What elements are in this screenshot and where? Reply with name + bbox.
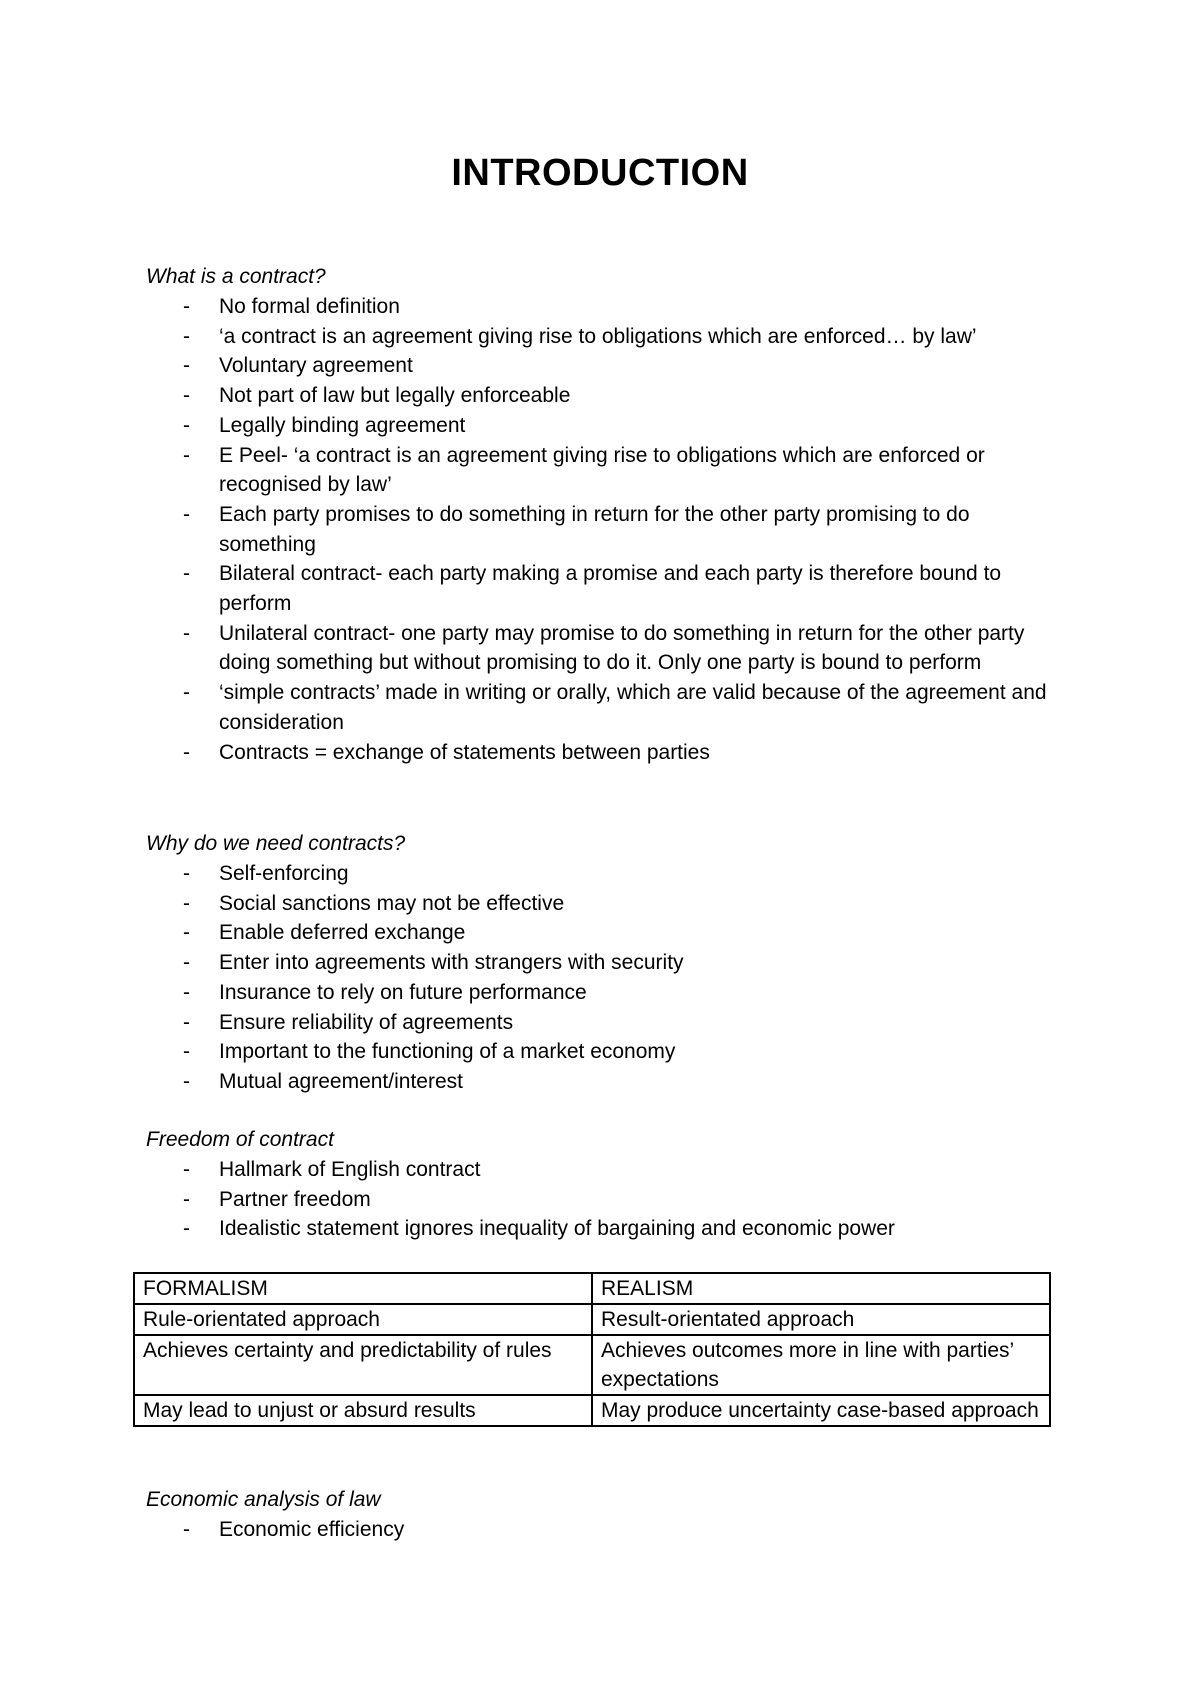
dash-bullet: - [183,295,190,318]
section-what-is-a-contract [146,262,1066,767]
formalism-realism-table [133,1272,1051,1427]
dash-bullet: - [183,413,190,437]
dash-bullet: - [183,1040,190,1064]
list-item-text: Bilateral contract- each party making a promise and each party is therefore bound to perform [219,562,1002,616]
list-item-text: Insurance to rely on future performance [219,980,587,1004]
dash-bullet: - [183,980,190,1004]
table-row [134,1304,1050,1335]
list-item [146,1515,1066,1545]
section-heading: Economic analysis of law [146,1488,381,1511]
dash-bullet: - [183,1518,190,1541]
bullet-list [146,1155,1066,1244]
list-item-text: Important to the functioning of a market economy [219,1040,676,1064]
dash-bullet: - [183,1158,190,1181]
table-cell: Achieves certainty and predictability of rules [134,1335,592,1395]
list-item [146,1185,1066,1215]
list-item [146,619,1066,678]
list-item-text: Partner freedom [219,1187,371,1211]
list-item-text: Economic efficiency [219,1518,405,1541]
table-cell: REALISM [592,1273,1050,1304]
dash-bullet: - [183,1069,190,1093]
table-cell: May lead to unjust or absurd results [134,1395,592,1426]
list-item-text: Ensure reliability of agreements [219,1010,514,1034]
list-item-text: Enable deferred exchange [219,921,466,945]
list-item-text: Hallmark of English contract [219,1158,481,1181]
dash-bullet: - [183,324,190,348]
list-item [146,889,1066,919]
list-item-text: Self-enforcing [219,862,349,885]
dash-bullet: - [183,951,190,975]
bullet-list [146,1515,1066,1545]
list-item [146,948,1066,978]
list-item [146,381,1066,411]
list-item-text: Social sanctions may not be effective [219,891,565,915]
section-heading: Why do we need contracts? [146,832,406,855]
list-item-text: Legally binding agreement [219,413,466,437]
list-item [146,1067,1066,1097]
list-item [146,1008,1066,1038]
list-item [146,351,1066,381]
dash-bullet: - [183,1010,190,1034]
table-cell: Achieves outcomes more in line with parties’ expectations [592,1335,1050,1395]
dash-bullet: - [183,621,190,645]
dash-bullet: - [183,1217,190,1241]
list-item [146,678,1066,737]
dash-bullet: - [183,384,190,408]
list-item [146,411,1066,441]
list-item-text: Each party promises to do something in return for the other party promising to do something [219,502,970,556]
dash-bullet: - [183,354,190,378]
list-item-text: Enter into agreements with strangers with security [219,951,684,975]
list-item [146,1214,1066,1244]
dash-bullet: - [183,502,190,526]
list-item [146,500,1066,559]
section-economic-analysis [146,1485,1066,1545]
list-item-text: Mutual agreement/interest [219,1069,463,1093]
dash-bullet: - [183,740,190,764]
list-item-text: Idealistic statement ignores inequality of bargaining and economic power [219,1217,895,1241]
table-cell: Result-orientated approach [592,1304,1050,1335]
table-cell: FORMALISM [134,1273,592,1304]
list-item [146,1155,1066,1185]
list-item [146,559,1066,618]
page-title: INTRODUCTION [451,152,749,194]
table-row [134,1335,1050,1395]
table-header-row [134,1273,1050,1304]
dash-bullet: - [183,443,190,467]
list-item [146,978,1066,1008]
list-item-text: E Peel- ‘a contract is an agreement giving rise to obligations which are enforced or recognised by law’ [219,443,985,497]
section-heading: What is a contract? [146,265,326,288]
list-item-text: ‘simple contracts’ made in writing or orally, which are valid because of the agreement and consideration [219,681,1047,734]
dash-bullet: - [183,862,190,885]
table-cell: Rule-orientated approach [134,1304,592,1335]
list-item [146,322,1066,352]
list-item [146,738,1066,768]
dash-bullet: - [183,891,190,915]
section-freedom-of-contract [146,1125,1066,1244]
list-item [146,1037,1066,1067]
list-item-text: Contracts = exchange of statements between parties [219,740,710,764]
list-item-text: Not part of law but legally enforceable [219,384,571,408]
list-item-text: ‘a contract is an agreement giving rise to obligations which are enforced… by law’ [219,324,977,348]
dash-bullet: - [183,562,190,586]
dash-bullet: - [183,681,190,705]
list-item [146,859,1066,889]
bullet-list [146,859,1066,1097]
bullet-list [146,292,1066,767]
list-item-text: Unilateral contract- one party may promise to do something in return for the other party doing something but without promising to do it. Only one party is bound to perform [219,621,1025,675]
list-item [146,918,1066,948]
list-item-text: Voluntary agreement [219,354,413,378]
section-heading: Freedom of contract [146,1128,334,1151]
dash-bullet: - [183,1187,190,1211]
dash-bullet: - [183,921,190,945]
list-item [146,292,1066,322]
list-item-text: No formal definition [219,295,400,318]
list-item [146,441,1066,500]
table-row [134,1395,1050,1426]
table-cell: May produce uncertainty case-based approach [592,1395,1050,1426]
section-why-need-contracts [146,829,1066,1097]
